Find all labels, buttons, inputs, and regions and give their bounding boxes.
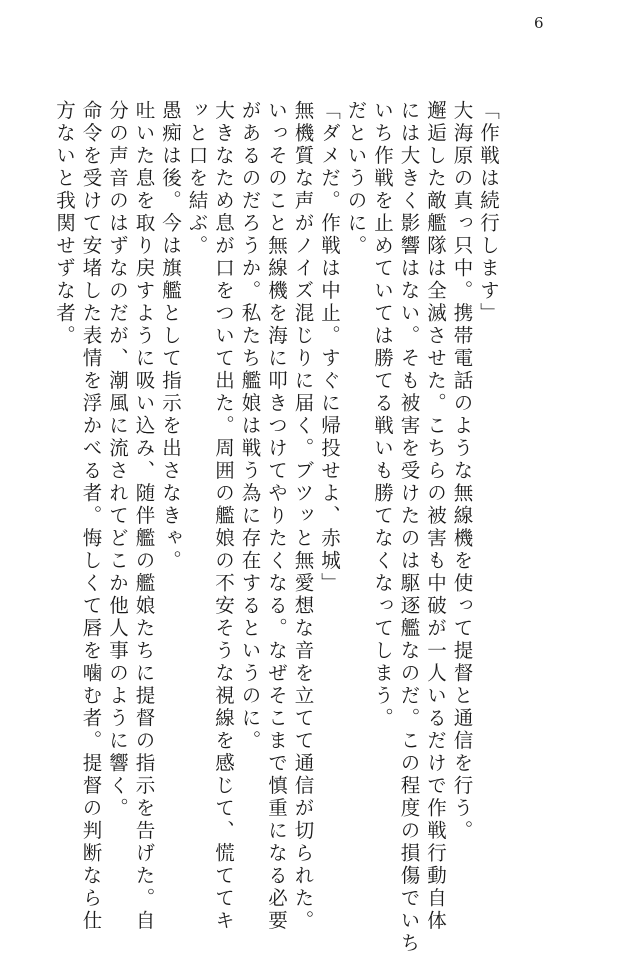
text-line: 方ないと我関せずな者。	[53, 100, 76, 348]
text-line: には大きく影響はない。そも被害を受けたのは駆逐艦なのだ。この程度の損傷でいち	[397, 100, 421, 955]
text-line: 大海原の真っ只中。携帯電話のような無線機を使って提督と通信を行う。	[450, 100, 474, 843]
text-line: 愚痴は後。今は旗艦として指示を出さなきゃ。	[159, 100, 182, 573]
body-text	[53, 100, 501, 955]
page-number: 6	[534, 14, 544, 32]
text-line: 大きなため息が口をついて出た。周囲の艦娘の不安そうな視線を感じて、慌ててキ	[212, 100, 235, 933]
text-line: 分の声音のはずなのだが、潮風に流されてどこか他人事のように響く。	[106, 100, 129, 820]
text-line: 無機質な声がノイズ混じりに届く。ブツッと無愛想な音を立てて通信が切られた。	[291, 100, 315, 933]
text-line: いち作戦を止めていては勝てる戦いも勝てなくなってしまう。	[371, 100, 394, 730]
text-line: があるのだろうか。私たち艦娘は戦う為に存在するというのに。	[238, 100, 262, 753]
text-line: 命令を受けて安堵した表情を浮かべる者。悔しくて唇を噛む者。提督の判断なら仕	[79, 100, 103, 933]
text-line: ッと口を結ぶ。	[185, 100, 209, 258]
text-line: 吐いた息を取り戻すように吸い込み、随伴艦の艦娘たちに提督の指示を告げた。自	[132, 100, 156, 933]
text-line: 「ダメだ。作戦は中止。すぐに帰投せよ、赤城」	[318, 100, 341, 595]
text-line: いっそのこと無線機を海に叩きつけてやりたくなる。なぜそこまで慎重になる必要	[265, 100, 288, 933]
text-line: 邂逅した敵艦隊は全滅させた。こちらの被害も中破が一人いるだけで作戦行動自体	[424, 100, 447, 933]
text-line: 「作戦は続行します」	[477, 100, 500, 325]
text-line: だというのに。	[344, 100, 368, 258]
